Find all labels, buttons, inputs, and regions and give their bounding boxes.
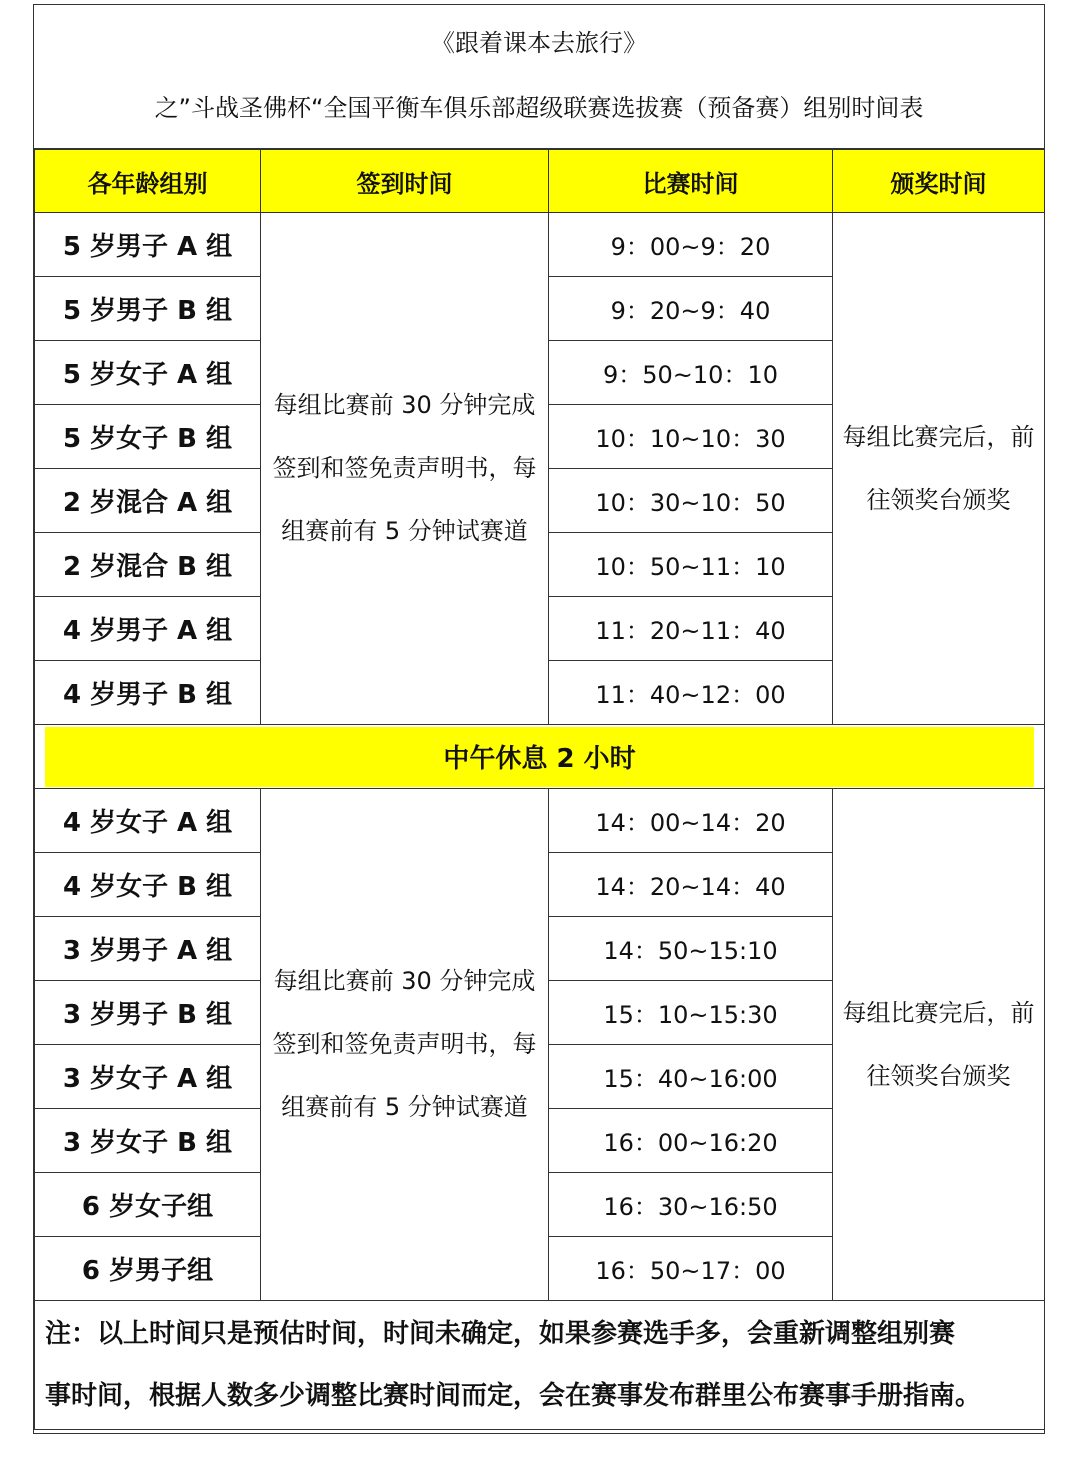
race-time-cell: 10：30~10：50 — [549, 469, 833, 533]
age-group-cell: 5 岁男子 B 组 — [35, 277, 261, 341]
header-checkin-time: 签到时间 — [261, 150, 549, 213]
morning-session — [35, 213, 1045, 725]
award-info-line: 每组比赛完后，前 — [842, 998, 1035, 1027]
checkin-info-line: 组赛前有 5 分钟试赛道 — [281, 517, 528, 545]
note-row — [35, 1301, 1045, 1430]
age-group-cell: 4 岁女子 A 组 — [35, 789, 261, 853]
age-group-cell: 3 岁女子 B 组 — [35, 1109, 261, 1173]
race-time-cell: 9：20~9：40 — [549, 277, 833, 341]
document-title: 《跟着课本去旅行》 — [431, 29, 647, 57]
checkin-info-line: 每组比赛前 30 分钟完成 — [273, 967, 536, 995]
race-time-cell: 14：20~14：40 — [549, 853, 833, 917]
age-group-cell: 6 岁男子组 — [35, 1237, 261, 1301]
document-subtitle: 之”斗战圣佛杯“全国平衡车俱乐部超级联赛选拔赛（预备赛）组别时间表 — [154, 94, 924, 122]
age-group-cell: 4 岁男子 B 组 — [35, 661, 261, 725]
race-time-cell: 10：10~10：30 — [549, 405, 833, 469]
header-age-group: 各年龄组别 — [35, 150, 261, 213]
note-line-1: 注：以上时间只是预估时间，时间未确定，如果参赛选手多，会重新调整组别赛 — [45, 1319, 956, 1349]
race-time-cell: 14：50~15:10 — [549, 917, 833, 981]
checkin-info-cell — [261, 789, 549, 1301]
header-race-time: 比赛时间 — [549, 150, 833, 213]
race-time-cell: 9：50~10：10 — [549, 341, 833, 405]
age-group-cell: 6 岁女子组 — [35, 1173, 261, 1237]
race-time-cell: 14：00~14：20 — [549, 789, 833, 853]
award-info-line: 每组比赛完后，前 — [842, 422, 1035, 451]
lunch-break-row — [35, 725, 1045, 789]
award-info-line: 往领奖台颁奖 — [866, 485, 1011, 514]
checkin-info-line: 组赛前有 5 分钟试赛道 — [281, 1093, 528, 1121]
age-group-cell: 3 岁男子 B 组 — [35, 981, 261, 1045]
age-group-cell: 3 岁男子 A 组 — [35, 917, 261, 981]
header-row — [35, 150, 1045, 213]
race-time-cell: 10：50~11：10 — [549, 533, 833, 597]
schedule-row — [35, 213, 1045, 277]
age-group-cell: 5 岁女子 A 组 — [35, 341, 261, 405]
race-time-cell: 16：50~17：00 — [549, 1237, 833, 1301]
schedule-table — [34, 149, 1045, 1430]
header-award-time: 颁奖时间 — [833, 150, 1045, 213]
age-group-cell: 2 岁混合 A 组 — [35, 469, 261, 533]
checkin-info-line: 签到和签免责声明书，每 — [272, 1030, 537, 1058]
afternoon-session — [35, 789, 1045, 1301]
age-group-cell: 5 岁女子 B 组 — [35, 405, 261, 469]
checkin-info-line: 签到和签免责声明书，每 — [272, 454, 537, 482]
age-group-cell: 4 岁女子 B 组 — [35, 853, 261, 917]
race-time-cell: 15：40~16:00 — [549, 1045, 833, 1109]
schedule-row — [35, 789, 1045, 853]
race-time-cell: 11：40~12：00 — [549, 661, 833, 725]
lunch-break-label: 中午休息 2 小时 — [45, 727, 1034, 787]
race-time-cell: 11：20~11：40 — [549, 597, 833, 661]
age-group-cell: 3 岁女子 A 组 — [35, 1045, 261, 1109]
checkin-info-line: 每组比赛前 30 分钟完成 — [273, 391, 536, 419]
award-info-cell — [833, 213, 1045, 725]
age-group-cell: 5 岁男子 A 组 — [35, 213, 261, 277]
award-info-cell — [833, 789, 1045, 1301]
age-group-cell: 4 岁男子 A 组 — [35, 597, 261, 661]
race-time-cell: 16：00~16:20 — [549, 1109, 833, 1173]
note-line-2: 事时间，根据人数多少调整比赛时间而定，会在赛事发布群里公布赛事手册指南。 — [45, 1381, 982, 1411]
schedule-sheet — [33, 4, 1045, 1434]
title-block — [34, 5, 1044, 149]
race-time-cell: 16：30~16:50 — [549, 1173, 833, 1237]
race-time-cell: 15：10~15:30 — [549, 981, 833, 1045]
award-info-line: 往领奖台颁奖 — [866, 1061, 1011, 1090]
race-time-cell: 9：00~9：20 — [549, 213, 833, 277]
note-cell — [35, 1301, 1045, 1430]
checkin-info-cell — [261, 213, 549, 725]
age-group-cell: 2 岁混合 B 组 — [35, 533, 261, 597]
